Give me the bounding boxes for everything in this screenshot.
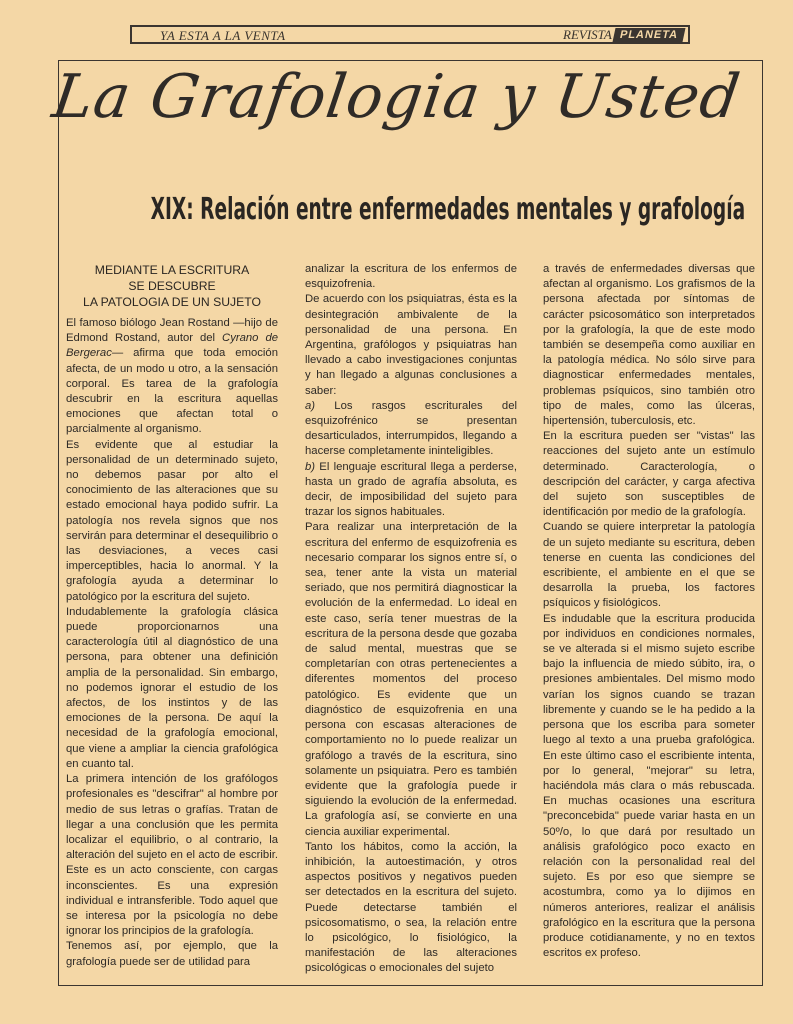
banner-right bbox=[563, 27, 684, 42]
text-run: El famoso biólogo Jean Rostand —hijo de Edmond Rostand, autor del bbox=[66, 317, 278, 345]
subheading-line: MEDIANTE LA ESCRITURA bbox=[94, 263, 250, 277]
paragraph: La primera intención de los grafólogos profesionales es "descifrar" al hombre por medio de sus letras o grafías. Tratan de llegar a una conclusión que les permita localizar el equilibrio, o al contrario, la alteración del sujeto en el acto de escribir. Este es un acto consciente, con cargas inconscientes. Es una expresión individual e intransferible. Todo aquel que se interesa por la psicología no debe ignorar los principios de la grafología. bbox=[66, 773, 278, 938]
advert-banner bbox=[130, 25, 690, 44]
italic-title: Cyrano de Bergerac bbox=[66, 332, 279, 360]
paragraph: Es indudable que la escritura producida por individuos en condiciones normales, se ve alterada si el mismo sujeto escribe bajo la influencia de miedo súbito, ira, o presiones ambientales. Del mismo modo varían los signos cuando se trazan libremente y cuando se le ha pedido a la persona que los escriba para someter luego al texto a una prueba grafológica. En este último caso el escribiente intenta, por lo general, "mejorar" su letra, haciéndola más clara o más rebuscada. En muchas ocasiones una escritura "preconcebida" puede variar hasta en un 50º/o, lo que dará por resultado un análisis grafológico poco exacto en relación con la personalidad real del sujeto. Es por eso que siempre se acostumbra, como ya lo dijimos en números anteriores, realizar el análisis grafológico en la escritura que la persona produce cotidianamente, y no en textos escritos ex profeso. bbox=[543, 612, 755, 960]
list-marker: a) bbox=[305, 399, 316, 412]
planeta-logo: PLANETA bbox=[612, 28, 685, 42]
subheading bbox=[66, 262, 278, 310]
paragraph bbox=[305, 460, 517, 521]
column-2 bbox=[305, 262, 517, 977]
paragraph: Tanto los hábitos, como la acción, la inhibición, la autoestimación, y otros aspectos positivos y negativos pueden ser detectados en la escritura del sujeto. Puede detectarse también el psicosomatismo, o sea, la relación entre lo psicológico, lo fisiológico, la manifestación de las alteraciones psicológicas o emocionales del sujeto bbox=[305, 840, 517, 975]
text-run: Los rasgos escriturales del esquizofrénico se presentan desarticulados, interrumpidos, llegando a hacerse completamente ininteligibles. bbox=[305, 399, 517, 458]
paragraph: De acuerdo con los psiquiatras, ésta es la desintegración ambivalente de la personalidad de una persona. En Argentina, grafólogos y psiquiatras han llevado a cabo investigaciones conjuntas y han llegado a algunas conclusiones a saber: bbox=[305, 293, 517, 397]
subheading-line: SE DESCUBRE bbox=[128, 279, 216, 293]
banner-left-text: YA ESTA A LA VENTA bbox=[160, 28, 286, 43]
text-run: El lenguaje escritural llega a perderse, hasta un grado de agrafía absoluta, es decir, de imposibilidad del sujeto para trazar los signos habituales. bbox=[305, 460, 517, 519]
paragraph: Es evidente que al estudiar la personalidad de un determinado sujeto, no debemos pasar por alto el conocimiento de las alteraciones que su estado emocional haya podido sufrir. La patología nos revela signos que nos servirán para determinar el desequilibrio o las desviaciones, a veces casi imperceptibles, hacia lo anormal. Y la grafología ayuda a determinar lo patológico por la escritura del sujeto. bbox=[66, 438, 278, 603]
article-series-title: La Grafologia y Usted bbox=[48, 62, 745, 132]
column-1 bbox=[66, 262, 278, 970]
text-run: — afirma que toda emoción afecta, de un modo u otro, a la sensación corporal. Es tarea de la grafología descubrir en la escritura aquellas emociones que afectan total o parcialmente al organismo. bbox=[66, 347, 278, 436]
subheading-line: LA PATOLOGIA DE UN SUJETO bbox=[83, 295, 261, 309]
paragraph: a través de enfermedades diversas que afectan al organismo. Los grafismos de la persona afectada por síntomas de carácter psicosomático son interpretados por la grafología, la que de este modo también se desempeña como auxiliar en la patología médica. No sólo sirve para diagnosticar enfermedades mentales, problemas psíquicos, sino también otro tipo de males, como las úlceras, hipertensión, tuberculosis, etc. bbox=[543, 263, 755, 428]
article-headline: XIX: Relación entre enfermedades mentales y grafología bbox=[150, 192, 746, 227]
paragraph: analizar la escritura de los enfermos de esquizofrenia. bbox=[305, 263, 517, 291]
paragraph: Para realizar una interpretación de la escritura del enfermo de esquizofrenia es necesario comparar los signos entre sí, o sea, tener ante la vista un material seriado, que nos permitirá diagnosticar la evolución de la enfermedad. Lo ideal en este caso, sería tener muestras de la escritura de la persona desde que gozaba de salud mental, muestras que se completarían con otras pertenecientes a diferentes momentos del proceso patológico. Es evidente que un diagnóstico de esquizofrenia en una persona con escasas alteraciones de comportamiento no lo puede realizar un grafólogo a través de la escritura, sino solamente un psiquiatra. Pero es también evidente que la grafología puede ir siguiendo la evolución de la enfermedad. La grafología así, se convierte en una ciencia auxiliar experimental. bbox=[305, 521, 517, 838]
paragraph: En la escritura pueden ser "vistas" las reacciones del sujeto ante un estímulo determinado. Caracterología, o descripción del carácter, y carga afectiva del sujeto son susceptibles de identificación por medio de la grafología. bbox=[543, 430, 755, 519]
banner-revista-text: REVISTA bbox=[563, 26, 612, 42]
paragraph: Indudablemente la grafología clásica puede proporcionarnos una caracterología útil al diagnóstico de una persona, para obtener una definición amplia de la personalidad. Sin embargo, no podemos ignorar el estudio de los afectos, de los instintos y de las emociones de la persona. De aquí la necesidad de la grafología emocional, que viene a ampliar la ciencia grafológica en cuanto tal. bbox=[66, 605, 278, 770]
column-3 bbox=[543, 262, 755, 961]
paragraph bbox=[66, 316, 278, 438]
paragraph bbox=[305, 399, 517, 460]
list-marker: b) bbox=[305, 460, 316, 473]
paragraph: Cuando se quiere interpretar la patología de un sujeto mediante su escritura, deben tenerse en cuenta las condiciones del escribiente, el ambiente en el que se desarrolla la prueba, los factores psíquicos y fisiológicos. bbox=[543, 521, 755, 610]
paragraph: Tenemos así, por ejemplo, que la grafología puede ser de utilidad para bbox=[66, 940, 278, 968]
